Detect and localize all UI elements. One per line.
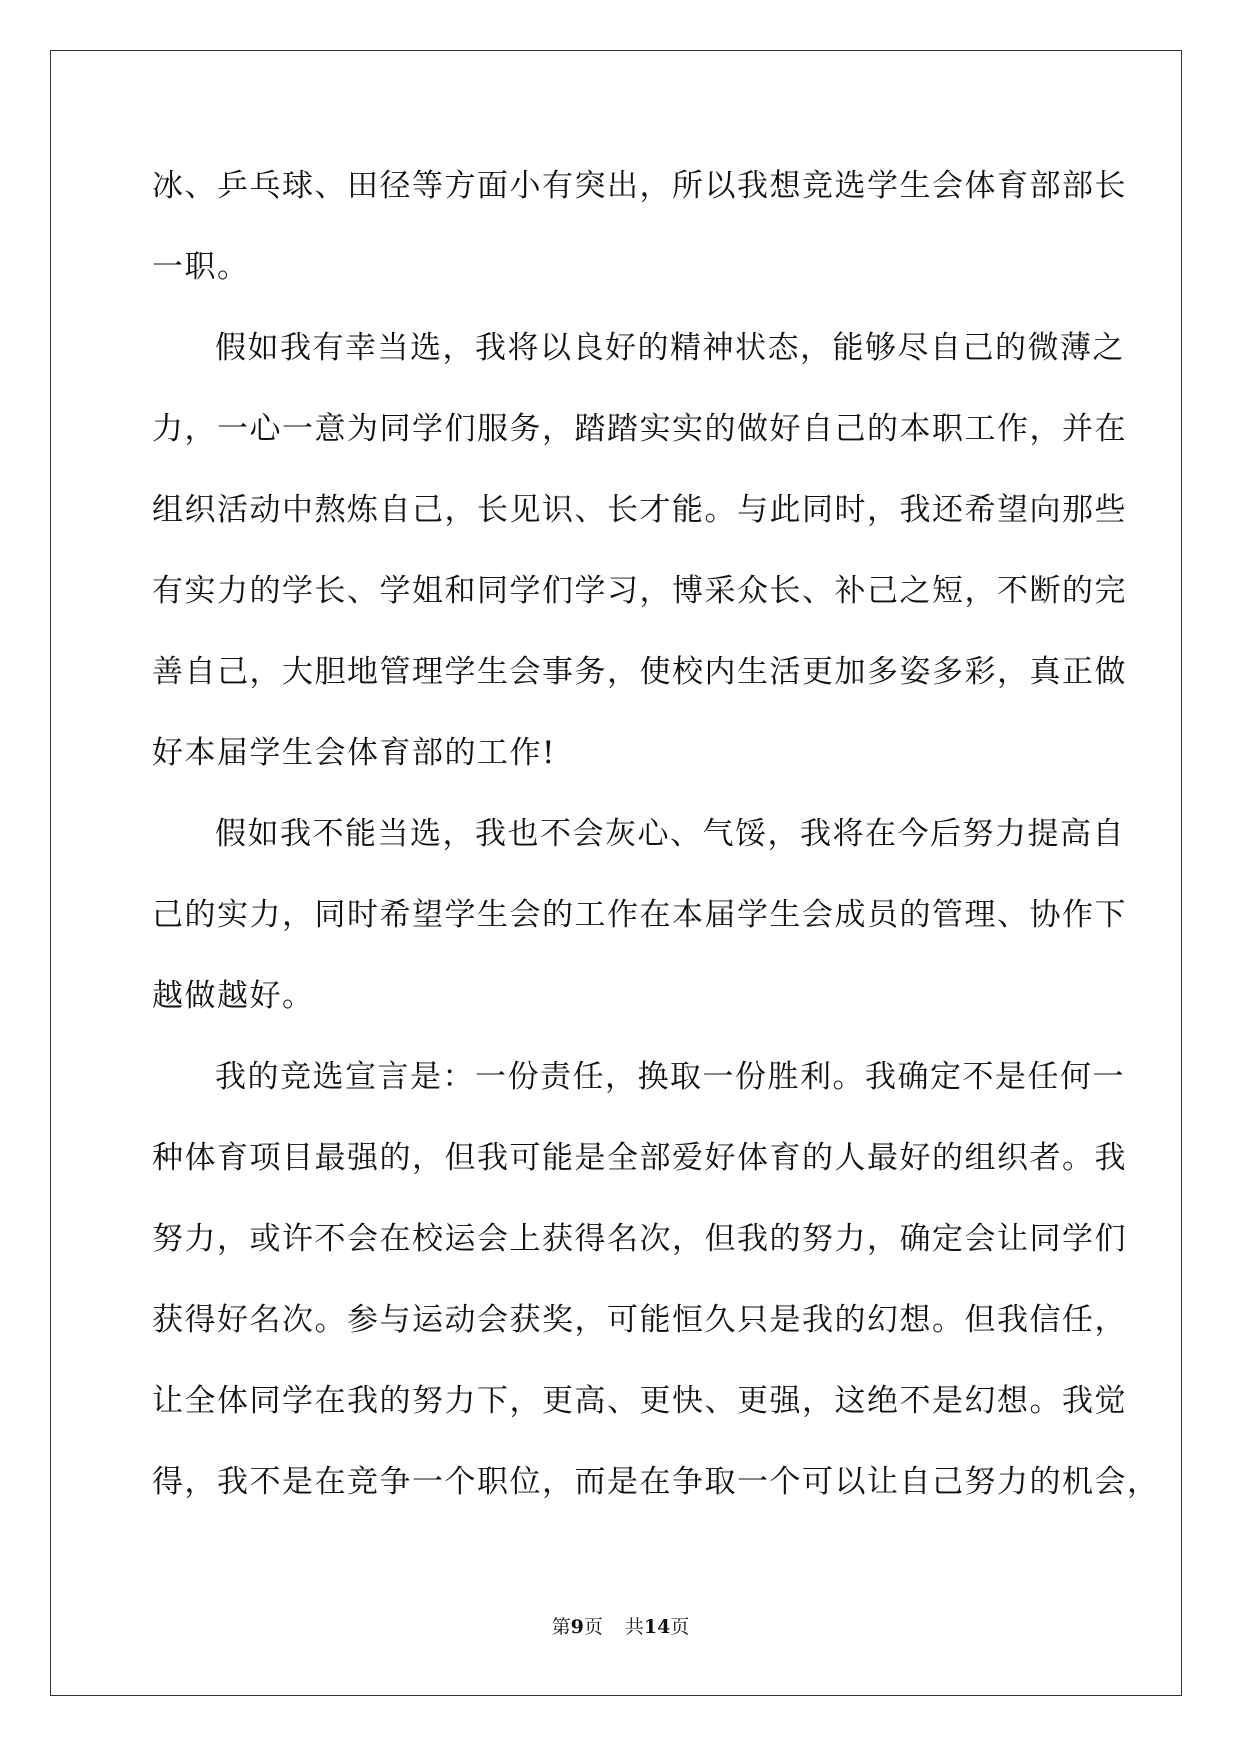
text-line: 力，一心一意为同学们服务，踏踏实实的做好自己的本职工作，并在 xyxy=(152,411,1127,447)
page-number: 9 xyxy=(570,1616,584,1638)
text-line: 己的实力，同时希望学生会的工作在本届学生会成员的管理、协作下 xyxy=(152,897,1127,933)
footer-total-prefix: 共 xyxy=(624,1616,644,1638)
text-line: 善自己，大胆地管理学生会事务，使校内生活更加多姿多彩，真正做 xyxy=(152,654,1127,690)
text-line: 好本届学生会体育部的工作! xyxy=(152,735,556,771)
text-line: 越做越好。 xyxy=(152,978,315,1014)
text-line: 获得好名次。参与运动会获奖，可能恒久只是我的幻想。但我信任， xyxy=(152,1302,1127,1338)
page-footer xyxy=(0,1612,1241,1639)
paragraph-start-line: 假如我不能当选，我也不会灰心、气馁，我将在今后努力提高自 xyxy=(215,816,1125,852)
text-line: 一职。 xyxy=(152,249,250,285)
footer-total-suffix: 页 xyxy=(670,1616,690,1638)
text-line: 努力，或许不会在校运会上获得名次，但我的努力，确定会让同学们 xyxy=(152,1221,1127,1257)
total-pages: 14 xyxy=(643,1616,671,1638)
document-body xyxy=(152,160,1160,1537)
footer-page-suffix: 页 xyxy=(583,1616,603,1638)
text-line: 得，我不是在竞争一个职位，而是在争取一个可以让自己努力的机会， xyxy=(152,1464,1160,1500)
text-line: 种体育项目最强的，但我可能是全部爱好体育的人最好的组织者。我 xyxy=(152,1140,1127,1176)
text-line: 组织活动中熬炼自己，长见识、长才能。与此同时，我还希望向那些 xyxy=(152,492,1127,528)
footer-prefix: 第 xyxy=(551,1616,571,1638)
paragraph-start-line: 假如我有幸当选，我将以良好的精神状态，能够尽自己的微薄之 xyxy=(215,330,1125,366)
paragraph-start-line: 我的竞选宣言是：一份责任，换取一份胜利。我确定不是任何一 xyxy=(215,1059,1125,1095)
text-line: 让全体同学在我的努力下，更高、更快、更强，这绝不是幻想。我觉 xyxy=(152,1383,1127,1419)
text-line: 有实力的学长、学姐和同学们学习，博采众长、补己之短，不断的完 xyxy=(152,573,1127,609)
text-line: 冰、乒乓球、田径等方面小有突出，所以我想竞选学生会体育部部长 xyxy=(152,168,1127,204)
